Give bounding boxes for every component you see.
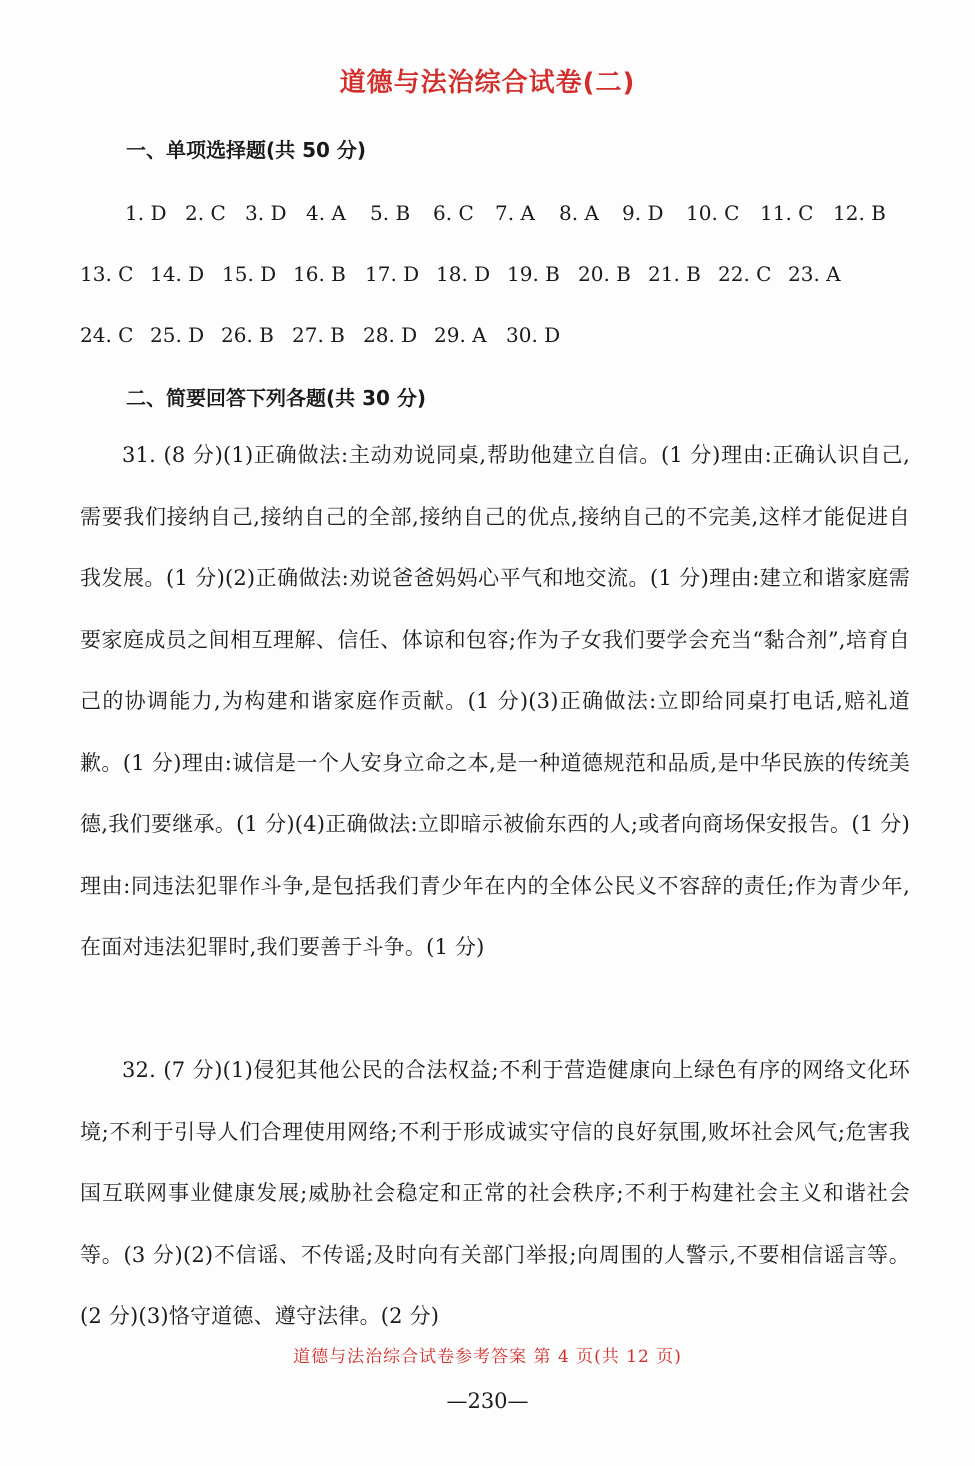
answer-item: 7. A [495, 201, 535, 225]
answer-item: 11. C [760, 201, 814, 225]
answer-31-paragraph: 31. (8 分)(1)正确做法:主动劝说同桌,帮助他建立自信。(1 分)理由:正确认识自己,需要我们接纳自己,接纳自己的全部,接纳自己的优点,接纳自己的不完美,这样才能促进自我发展。(1 分)(2)正确做法:劝说爸爸妈妈心平气和地交流。(1 分)理由:建立和谐家庭需要家庭成员之间相互理解、信任、体谅和包容;作为子女我们要学会充当“黏合剂”,培育自己的协调能力,为构建和谐家庭作贡献。(1 分)(3)正确做法:立即给同桌打电话,赔礼道歉。(1 分)理由:诚信是一个人安身立命之本,是一种道德规范和品质,是中华民族的传统美德,我们要继承。(1 分)(4)正确做法:立即暗示被偷东西的人;或者向商场保安报告。(1 分)理由:同违法犯罪作斗争,是包括我们青少年在内的全体公民义不容辞的责任;作为青少年,在面对违法犯罪时,我们要善于斗争。(1 分) [80, 443, 911, 959]
section1-heading: 一、单项选择题(共 50 分) [126, 138, 367, 162]
answer-item: 14. D [150, 262, 205, 286]
answer-item: 27. B [292, 323, 345, 347]
answer-item: 24. C [80, 323, 134, 347]
answer-item: 21. B [648, 262, 701, 286]
answer-item: 28. D [363, 323, 418, 347]
page-number: —230— [446, 1389, 529, 1413]
answer-item: 26. B [221, 323, 274, 347]
answer-item: 29. A [434, 323, 487, 347]
answer-item: 2. C [185, 201, 226, 225]
page-title: 道德与法治综合试卷(二) [339, 68, 636, 98]
answer-item: 10. C [686, 201, 740, 225]
answer-32-paragraph: 32. (7 分)(1)侵犯其他公民的合法权益;不利于营造健康向上绿色有序的网络文化环境;不利于引导人们合理使用网络;不利于形成诚实守信的良好氛围,败坏社会风气;危害我国互联网事业健康发展;威胁社会稳定和正常的社会秩序;不利于构建社会主义和谐社会等。(3 分)(2)不信谣、不传谣;及时向有关部门举报;向周围的人警示,不要相信谣言等。(2 分)(3)恪守道德、遵守法律。(2 分) [80, 1058, 910, 1328]
answer-item: 3. D [245, 201, 287, 225]
answer-item: 1. D [125, 201, 167, 225]
answer-item: 12. B [833, 201, 886, 225]
answer-item: 22. C [718, 262, 772, 286]
answers-row-3 [80, 318, 910, 352]
answer-item: 25. D [150, 323, 205, 347]
answer-item: 6. C [433, 201, 474, 225]
answer-item: 19. B [507, 262, 560, 286]
answer-item: 18. D [436, 262, 491, 286]
answer-item: 30. D [506, 323, 561, 347]
answer-item: 16. B [293, 262, 346, 286]
section2-heading: 二、简要回答下列各题(共 30 分) [126, 386, 427, 410]
answer-item: 20. B [578, 262, 631, 286]
answer-item: 13. C [80, 262, 134, 286]
answer-item: 8. A [559, 201, 599, 225]
answers-row-2 [80, 257, 910, 291]
answer-item: 4. A [306, 201, 346, 225]
answer-item: 15. D [222, 262, 277, 286]
answer-item: 23. A [788, 262, 841, 286]
answer-item: 17. D [365, 262, 420, 286]
answers-row-1 [80, 196, 910, 230]
answer-item: 5. B [370, 201, 411, 225]
answer-item: 9. D [622, 201, 664, 225]
footer-caption: 道德与法治综合试卷参考答案 第 4 页(共 12 页) [293, 1347, 682, 1367]
